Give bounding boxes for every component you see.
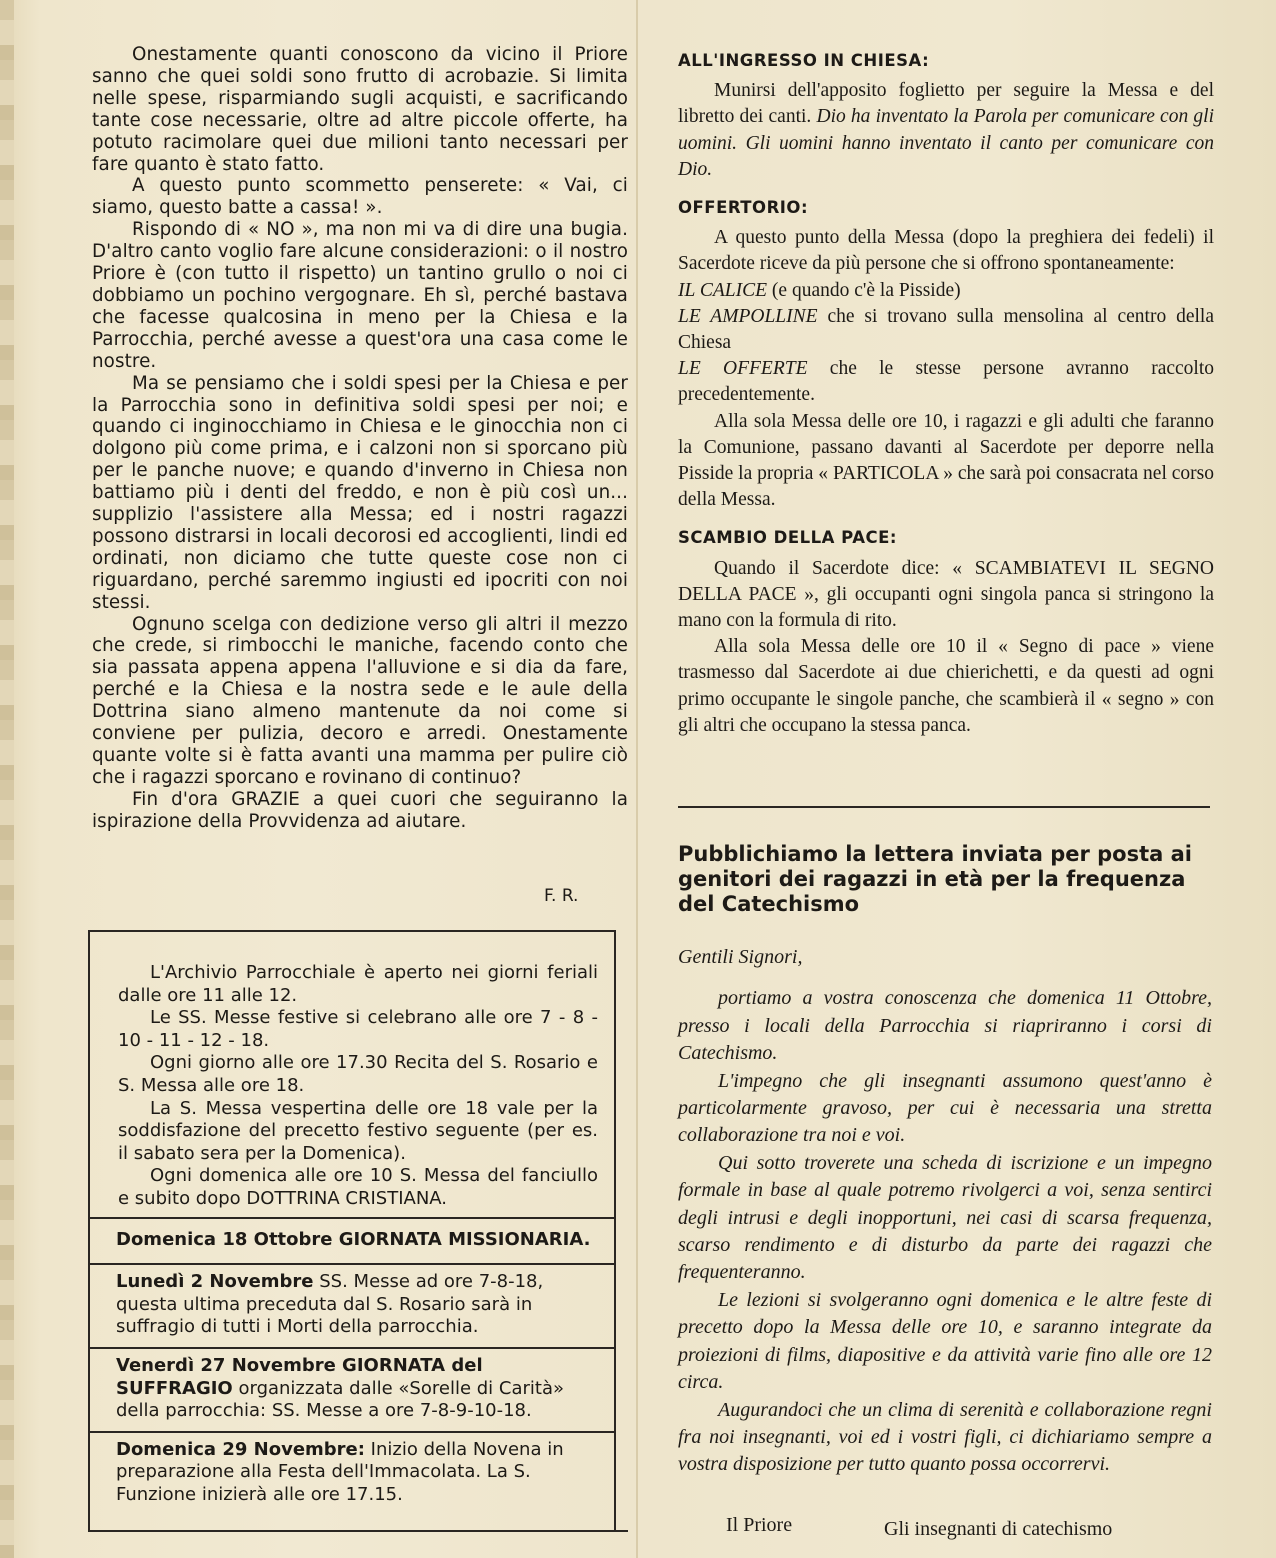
article-paragraph: Onestamente quanti conoscono da vicino il Priore sanno che quei soldi sono frutto di acrobazie. Si limita nelle spese, risparmiando sugli acquisti, e sacrificando tante cose necessarie, oltre ad altre piccole offerte, ha potuto racimolare quei due milioni tanto necessari per fare quanto è stato fatto. [92, 44, 628, 175]
torn-left-edge [0, 0, 14, 1558]
section-text: Alla sola Messa delle ore 10, i ragazzi e gli adulti che faranno la Comunione, passano davanti al Sacerdote per deporre nella Pisside la propria « PARTICOLA » che sarà poi consacrata nel corso della Messa. [678, 410, 1214, 511]
section-heading: SCAMBIO DELLA PACE: [678, 528, 898, 548]
event-entry [90, 1263, 614, 1347]
event-entry [90, 1431, 614, 1515]
section-text: Quando il Sacerdote dice: « SCAMBIATEVI IL SEGNO DELLA PACE », gli occupanti ogni singola panca si stringono la mano con la formula di rito. [678, 557, 1214, 632]
section-text: Alla sola Messa delle ore 10 il « Segno di pace » viene trasmesso dal Sacerdote ai due chierichetti, e da questi ad ogni primo occupante le singole panche, che scambierà il « segno » con gli altri che occupano la stessa panca. [678, 636, 1214, 736]
letter-title: Pubblichiamo la lettera inviata per posta ai genitori dei ragazzi in età per la frequenza del Catechismo [678, 842, 1192, 916]
offertory-item-text: (e quando c'è la Pisside) [767, 279, 961, 301]
section-text-plain: Munirsi dell'apposito foglietto per seguire la Messa e del libretto dei canti. [678, 80, 1214, 128]
article-paragraph: Ognuno scelga con dedizione verso gli altri il mezzo che crede, si rimbocchi le maniche, facendo conto che sia passata appena appena l'alluvione e si dia da fare, perché e la Chiesa e la nostra sede e le aule della Dottrina siano almeno mantenute da noi come si conviene per pulizia, decoro e arredi. Onestamente quante volte si è fatta avanti una mamma per pulire ciò che i ragazzi sporcano e rovinano di continuo? [92, 613, 628, 788]
info-paragraph: Ogni giorno alle ore 17.30 Recita del S. Rosario e S. Messa alle ore 18. [118, 1052, 598, 1096]
offertory-item [678, 356, 1214, 408]
event-entry [90, 1217, 614, 1264]
offertory-item-label: IL CALICE [678, 279, 768, 301]
section-text-italic: Dio ha inventato la Parola per comunicare con gli uomini. Gli uomini hanno inventato il canto per comunicare con Dio. [678, 106, 1214, 180]
parish-info-box [88, 930, 616, 1532]
info-paragraph: L'Archivio Parrocchiale è aperto nei giorni feriali dalle ore 11 alle 12. [118, 962, 598, 1006]
mass-instructions [678, 48, 1214, 739]
offertory-item [678, 304, 1214, 356]
article-signature: F. R. [544, 886, 579, 906]
article-paragraph: Fin d'ora GRAZIE a quei cuori che seguiranno la ispirazione della Provvidenza ad aiutare. [92, 788, 628, 832]
letter-paragraph: Qui sotto troverete una scheda di iscrizione e un impegno formale in base al quale potremo rivolgerci a voi, senza sentirci degli intrusi e degli inopportuni, nei casi di scarsa frequenza, scarso rendimento e di disturbo da parte dei ragazzi che frequenteranno. [678, 1151, 1212, 1284]
section-text [678, 78, 1214, 183]
section-heading: ALL'INGRESSO IN CHIESA: [678, 51, 930, 70]
letter-body [678, 944, 1212, 1479]
signer-priore: Il Priore [726, 1514, 793, 1536]
offertory-item-text: che le stesse persone avranno raccolto precedentemente. [678, 358, 1214, 406]
article-paragraph: Ma se pensiamo che i soldi spesi per la Chiesa e per la Parrocchia sono in definitiva soldi spesi per noi; e quando ci inginocchiamo in Chiesa e le ginocchia non ci dolgono più come prima, e i calzoni non si sporcano più per le panche nuove; e quando d'inverno in Chiesa non battiamo più i denti del freddo, e non è più così un... supplizio l'assistere alla Messa; ed i nostri ragazzi possono distrarsi in locali decorosi ed accoglienti, lindi ed ordinati, non diciamo che tutte queste cose non ci riguardano, perché saremmo ingiusti ed ipocriti con noi stessi. [92, 372, 628, 613]
event-heading: Lunedì 2 Novembre [116, 1271, 314, 1293]
column-fold [636, 0, 638, 1558]
letter-paragraph: portiamo a vostra conoscenza che domenica 11 Ottobre, presso i locali della Parrocchia si riapriranno i corsi di Catechismo. [678, 987, 1212, 1065]
section-heading: OFFERTORIO: [678, 198, 809, 218]
event-text: organizzata dalle «Sorelle di Carità» della parrocchia: SS. Messe a ore 7-8-9-10-18. [116, 1377, 565, 1422]
divider [88, 1530, 628, 1532]
letter-paragraph: L'impegno che gli insegnanti assumono quest'anno è particolarmente gravoso, per cui è necessaria una stretta collaborazione tra noi e voi. [678, 1069, 1212, 1147]
info-paragraph: Ogni domenica alle ore 10 S. Messa del fanciullo e subito dopo DOTTRINA CRISTIANA. [118, 1165, 598, 1209]
info-paragraph: Le SS. Messe festive si celebrano alle ore 7 - 8 - 10 - 11 - 12 - 18. [118, 1007, 598, 1051]
offertory-item-label: LE OFFERTE [678, 358, 808, 380]
event-text: Inizio della Novena in preparazione alla Festa dell'Immacolata. La S. Funzione inizierà alle ore 17.15. [116, 1438, 564, 1505]
article-paragraph: A questo punto scommetto penserete: « Vai, ci siamo, questo batte a cassa! ». [92, 175, 628, 219]
info-paragraph: La S. Messa vespertina delle ore 18 vale per la soddisfazione del precetto festivo seguente (per es. il sabato sera per la Domenica). [118, 1097, 598, 1164]
event-heading: Venerdì 27 Novembre GIORNATA del SUFFRAGIO [116, 1354, 483, 1399]
offertory-item [678, 278, 1214, 304]
divider [678, 806, 1210, 808]
event-entry [90, 1347, 614, 1431]
section-text: A questo punto della Messa (dopo la preghiera dei fedeli) il Sacerdote riceve da più persone che si offrono spontaneamente: [678, 227, 1214, 275]
letter-paragraph: Augurandoci che un clima di serenità e collaborazione regni fra noi insegnanti, voi ed i vostri figli, ci dichiariamo sempre a vostra disposizione per tutto quanto possa occorrervi. [678, 1398, 1212, 1476]
letter-paragraph: Le lezioni si svolgeranno ogni domenica e le altre feste di precetto dopo la Messa delle ore 10, e saranno integrate da proiezioni di films, diapositive e da attività varie fino alle ore 12 circa. [678, 1288, 1212, 1394]
event-heading: Domenica 18 Ottobre GIORNATA MISSIONARIA. [116, 1228, 591, 1250]
offertory-item-text: che si trovano sulla mensolina al centro della Chiesa [678, 305, 1214, 354]
left-article [92, 44, 628, 833]
event-heading: Domenica 29 Novembre: [116, 1438, 365, 1460]
article-paragraph: Rispondo di « NO », ma non mi va di dire una bugia. D'altro canto voglio fare alcune considerazioni: o il nostro Priore è (con tutto il rispetto) un tantino grullo o noi ci dobbiamo un pochino vergognare. Eh sì, perché bastava che facesse qualcosina in meno per la Chiesa e la Parrocchia, perché avesse a quest'ora una casa come le nostre. [92, 219, 628, 372]
letter-salutation: Gentili Signori, [678, 946, 803, 968]
offertory-item-label: LE AMPOLLINE [678, 305, 818, 327]
event-text: SS. Messe ad ore 7-8-18, questa ultima preceduta dal S. Rosario sarà in suffragio di tutti i Morti della parrocchia. [116, 1271, 544, 1338]
info-intro [90, 932, 614, 1211]
signer-insegnanti: Gli insegnanti di catechismo [884, 1518, 1113, 1540]
